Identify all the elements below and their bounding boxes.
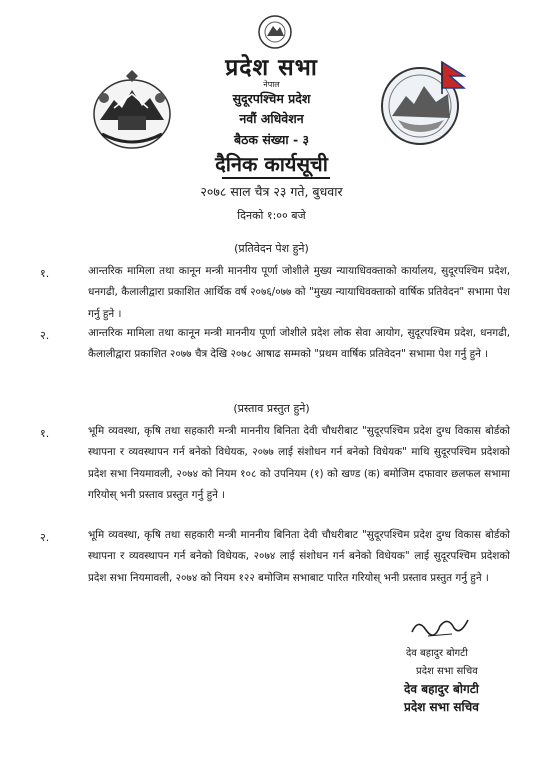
agenda-item: आन्तरिक मामिला तथा कानून मन्त्री माननीय पूर्णा जोशीले मुख्य न्यायाधिवक्ताको कार्यालय, सुदूरपश्चिम प्रदेश, धनगढी, कैलालीद्वारा प्रकाशित आर्थिक वर्ष २०७६/०७७ को "मुख्य न्यायाधिवक्ताको वार्षिक प्रतिवेदन" सभामा पेश गर्नु हुने । — [88, 265, 510, 320]
signatory-name: देव बहादुर बोगटी — [406, 648, 468, 659]
item-number: १. — [40, 267, 50, 280]
province-name: सुदूरपश्चिम प्रदेश — [232, 91, 311, 106]
session-name: नवौं अधिवेशन — [239, 111, 304, 126]
title-underline — [222, 177, 330, 179]
agenda-item: आन्तरिक मामिला तथा कानून मन्त्री माननीय पूर्णा जोशीले प्रदेश लोक सेवा आयोग, सुदूरपश्चिम प्रदेश, धनगढी, कैलालीद्वारा प्रकाशित २०७७ चैत्र देखि २०७८ आषाढ सम्मको "प्रथम वार्षिक प्रतिवेदन" सभामा पेश गर्नु हुने । — [88, 327, 510, 361]
assembly-title: प्रदेश सभा — [225, 55, 318, 81]
agenda-date: २०७८ साल चैत्र २३ गते, बुधवार — [200, 184, 343, 199]
item-number: २. — [40, 531, 50, 544]
agenda-title: दैनिक कार्यसूची — [215, 152, 328, 176]
assembly-emblem-icon — [252, 14, 298, 52]
section-heading: (प्रतिवेदन पेश हुने) — [234, 242, 309, 255]
agenda-time: दिनको १:०० बजे — [237, 209, 306, 222]
signature-scribble — [408, 612, 472, 642]
signatory-role: प्रदेश सभा सचिव — [416, 666, 478, 677]
agenda-item: भूमि व्यवस्था, कृषि तथा सहकारी मन्त्री माननीय बिनिता देवी चौधरीबाट "सुदूरपश्चिम प्रदेश दुग्ध विकास बोर्डको स्थापना र व्यवस्थापन गर्न बनेको विधेयक, २०७७ लाई संशोधन गर्न बनेको विधेयक" माथि सुदूरपश्चिम प्रदेशको प्रदेश सभा नियमावली, २०७४ को नियम १०८ को उपनियम (१) को खण्ड (क) बमोजिम दफावार छलफल सभामा गरियोस् भनी प्रस्ताव प्रस्तुत गर्नु हुने । — [88, 425, 510, 502]
stamp-name: देव बहादुर बोगटी — [404, 682, 479, 696]
section-heading: (प्रस्ताव प्रस्तुत हुने) — [233, 402, 310, 415]
agenda-item: भूमि व्यवस्था, कृषि तथा सहकारी मन्त्री माननीय बिनिता देवी चौधरीबाट "सुदूरपश्चिम प्रदेश दुग्ध विकास बोर्डको स्थापना र व्यवस्थापन गर्न बनेको विधेयक, २०७४ लाई संशोधन गर्न बनेको विधेयक" लाई सुदूरपश्चिम प्रदेशको प्रदेश सभा नियमावली, २०७४ को नियम १२२ बमोजिम सभाबाट पारित गरियोस् भनी प्रस्ताव प्रस्तुत गर्नु हुने । — [88, 529, 510, 584]
meeting-number: बैठक संख्या - ३ — [234, 132, 309, 147]
stamp-role: प्रदेश सभा सचिव — [404, 700, 479, 714]
emblem-caption: नेपाल — [263, 80, 280, 89]
item-number: १. — [40, 427, 50, 440]
item-number: २. — [40, 329, 50, 342]
